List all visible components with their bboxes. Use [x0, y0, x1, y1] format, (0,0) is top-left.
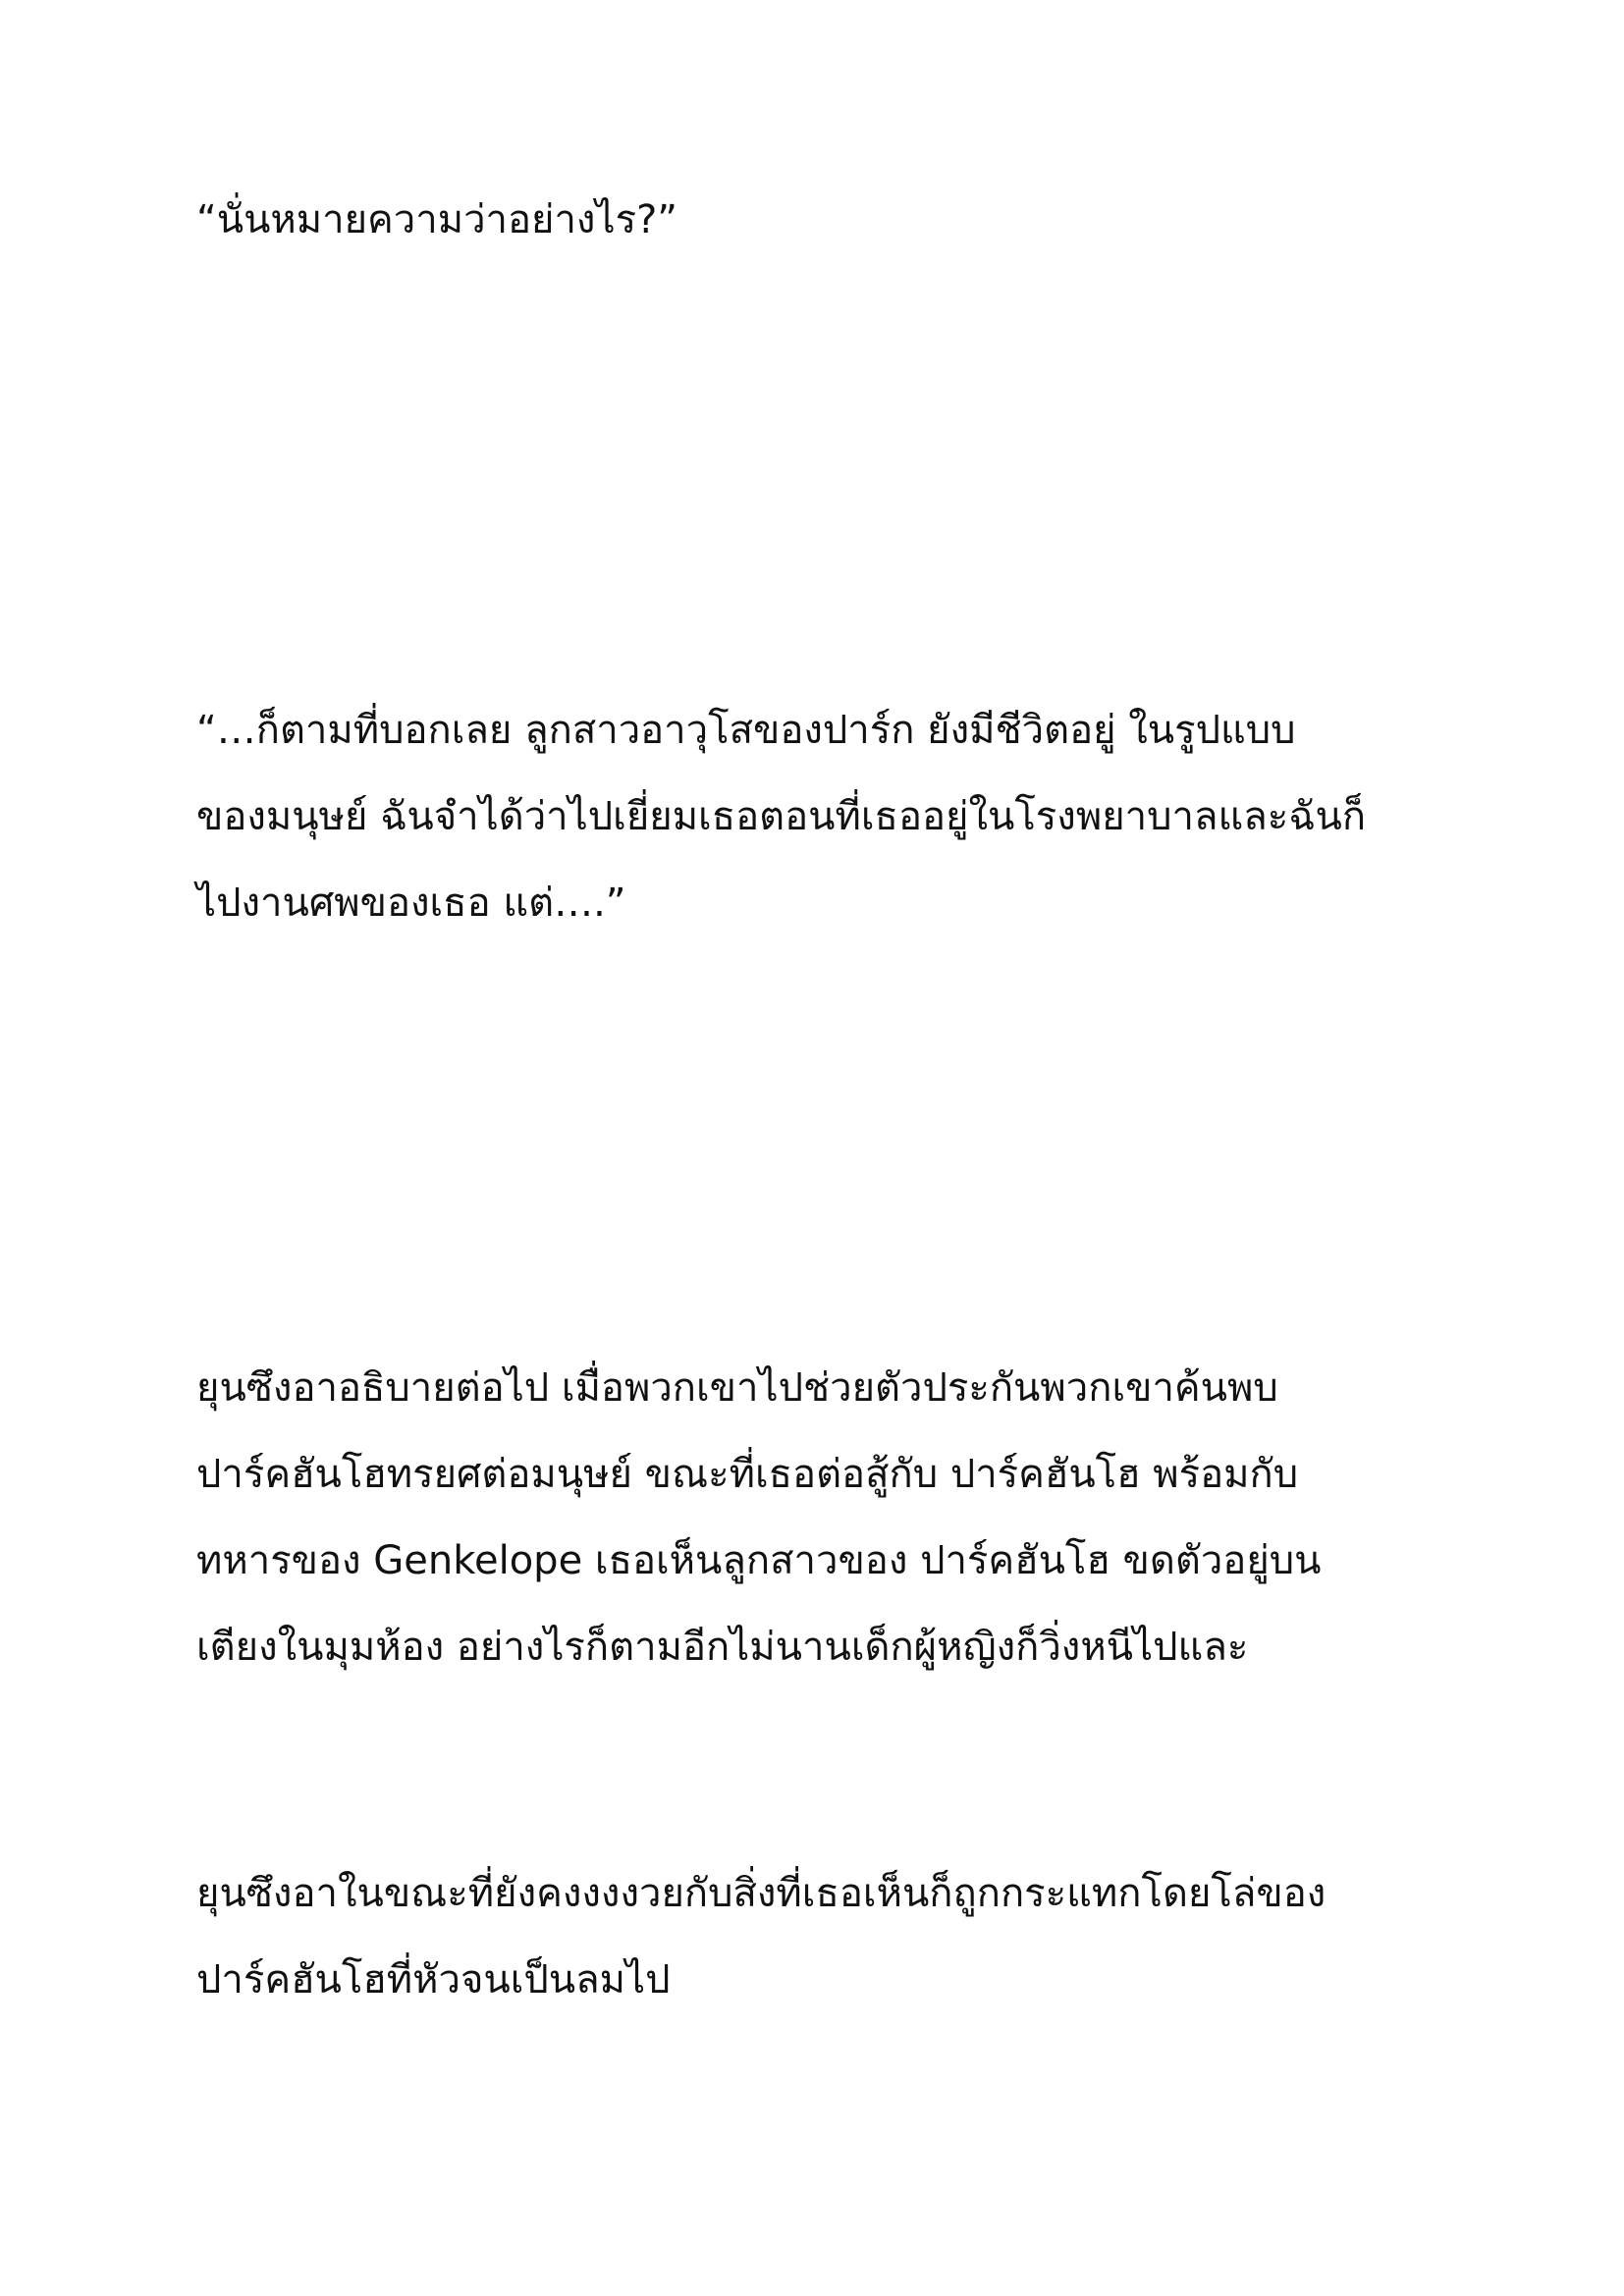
- paragraph-2: [196, 687, 1473, 946]
- paragraph-4: [196, 1850, 1473, 2023]
- text-line: ปาร์คฮันโฮทรยศต่อมนุษย์ ขณะที่เธอต่อสู้กับ ปาร์คฮันโฮ พร้อมกับ: [196, 1452, 1299, 1497]
- text-line: ยุนซึงอาอธิบายต่อไป เมื่อพวกเขาไปช่วยตัวประกันพวกเขาค้นพบ: [196, 1365, 1278, 1411]
- text-line: ทหารของ Genkelope เธอเห็นลูกสาวของ ปาร์คฮันโฮ ขดตัวอยู่บน: [196, 1538, 1322, 1583]
- text-line: เตียงในมุมห้อง อย่างไรก็ตามอีกไม่นานเด็กผู้หญิงก็วิ่งหนีไปและ: [196, 1625, 1249, 1670]
- paragraph-3: [196, 1345, 1473, 1690]
- text-line: “…ก็ตามที่บอกเลย ลูกสาวอาวุโสของปาร์ก ยังมีชีวิตอยู่ ในรูปแบบ: [196, 708, 1296, 753]
- text-line: ยุนซึงอาในขณะที่ยังคงงงงวยกับสิ่งที่เธอเห็นก็ถูกกระแทกโดยโล่ของ: [196, 1871, 1326, 1916]
- text-line: ไปงานศพของเธอ แต่….”: [196, 881, 626, 926]
- text-line: “นั่นหมายความว่าอย่างไร?”: [196, 197, 678, 242]
- text-line: ปาร์คฮันโฮที่หัวจนเป็นลมไป: [196, 1957, 671, 2002]
- paragraph-1: [196, 177, 1473, 263]
- text-line: ของมนุษย์ ฉันจำได้ว่าไปเยี่ยมเธอตอนที่เธออยู่ในโรงพยาบาลและฉันก็: [196, 794, 1367, 839]
